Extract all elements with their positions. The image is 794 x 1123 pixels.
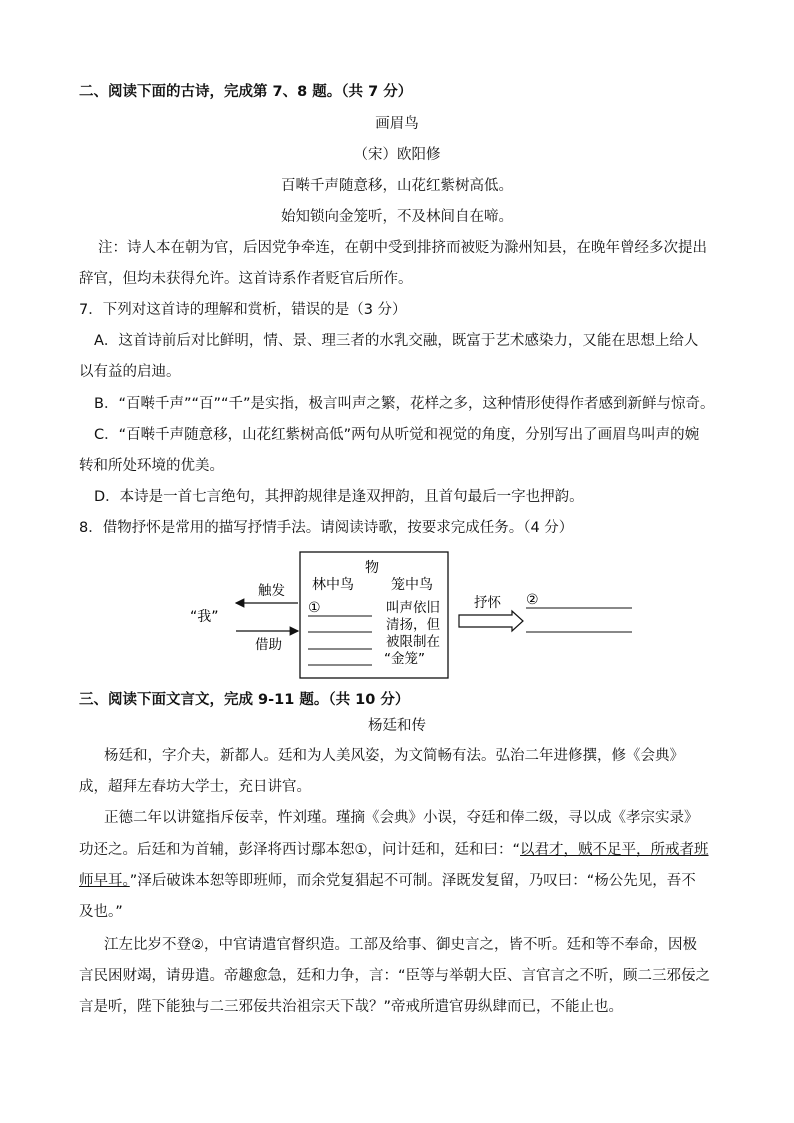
- diagram-trigger-label: 触发: [258, 583, 285, 599]
- diagram-box-title: 物: [365, 560, 379, 576]
- diagram-right-header: 笼中鸟: [391, 577, 433, 593]
- diagram-blank1-mark: ①: [308, 600, 321, 616]
- p2-line-3-plain: ”泽后破诛本恕等即班师，而余党复猖起不可制。泽既发复留，乃叹曰：“杨公先见，吾不: [129, 873, 696, 889]
- p3-line-2: 言民困财竭，请毋遣。帝趣愈急，廷和力争，言：“臣等与举朝大臣、言官言之不听，顾二三邪佞之: [79, 968, 711, 984]
- section3-title: 杨廷和传: [368, 718, 426, 734]
- q7-option-c-line2: 转和所处环境的优美。: [79, 458, 224, 474]
- diagram-cage-text-1: 叫声依旧: [386, 600, 440, 616]
- note-line-2: 辞官，但均未获得允许。这首诗系作者贬官后所作。: [79, 271, 413, 287]
- q8-stem: 8．借物抒怀是常用的描写抒情手法。请阅读诗歌，按要求完成任务。（4 分）: [79, 520, 574, 536]
- p1-line-1: 杨廷和，字介夫，新都人。廷和为人美风姿，为文简畅有法。弘治二年进修撰，修《会典》: [104, 748, 684, 764]
- diagram-express-arrow: [459, 611, 523, 631]
- poem-title: 画眉鸟: [375, 116, 419, 132]
- diagram-me: “我”: [190, 609, 219, 625]
- q7-option-a-line1: A．这首诗前后对比鲜明，情、景、理三者的水乳交融，既富于艺术感染力，又能在思想上给人: [94, 333, 699, 349]
- q7-stem: 7．下列对这首诗的理解和赏析，错误的是（3 分）: [79, 302, 407, 318]
- p2-underlined-sentence-part2: 师早耳。: [79, 873, 130, 889]
- diagram-cage-text-4: “金笼”: [384, 651, 425, 667]
- q7-option-d: D．本诗是一首七言绝句，其押韵规律是逢双押韵，且首句最后一字也押韵。: [94, 489, 584, 505]
- p2-line-2-plain: 功还之。后廷和为首辅，彭泽将西讨鄢本恕①，问计廷和，廷和曰：“: [79, 842, 521, 858]
- p3-line-1: 江左比岁不登②，中官请遣官督织造。工部及给事、御史言之，皆不听。廷和等不奉命，因极: [104, 937, 697, 953]
- p2-line-2: [79, 840, 709, 860]
- diagram-left-header: 林中鸟: [312, 577, 354, 593]
- diagram-blank2-mark: ②: [526, 592, 539, 608]
- p2-line-4: 及也。”: [79, 904, 123, 920]
- diagram-express-label: 抒怀: [474, 595, 501, 611]
- poem-line-2: 始知锁向金笼听，不及林间自在啼。: [281, 209, 513, 225]
- p3-line-3: 言是听，陛下能独与二三邪佞共治祖宗天下哉？”帝戒所遣官毋纵肆而已，不能止也。: [79, 999, 624, 1015]
- p2-line-3: [79, 871, 696, 891]
- p2-underlined-sentence-part1: 以君才，贼不足平，所戒者班: [520, 842, 709, 858]
- poem-author: （宋）欧阳修: [353, 147, 441, 163]
- q7-option-b: B．“百啭千声”“百”“千”是实指，极言叫声之繁，花样之多，这种情形使得作者感到新鲜与惊奇。: [94, 396, 715, 412]
- diagram-cage-text-2: 清扬，但: [386, 617, 440, 633]
- note-line-1: 注：诗人本在朝为官，后因党争牵连，在朝中受到排挤而被贬为滁州知县，在晚年曾经多次提出: [98, 240, 707, 256]
- poem-line-1: 百啭千声随意移，山花红紫树高低。: [281, 178, 513, 194]
- section2-heading: 二、阅读下面的古诗，完成第 7、8 题。（共 7 分）: [79, 84, 413, 100]
- section3-heading: 三、阅读下面文言文，完成 9-11 题。（共 10 分）: [79, 692, 410, 708]
- p1-line-2: 成，超拜左春坊大学士，充日讲官。: [79, 779, 311, 795]
- q7-option-a-line2: 以有益的启迪。: [79, 364, 181, 380]
- diagram-borrow-label: 借助: [255, 637, 282, 653]
- q7-option-c-line1: C．“百啭千声随意移，山花红紫树高低”两句从听觉和视觉的角度，分别写出了画眉鸟叫声的婉: [94, 427, 700, 443]
- q8-diagram: [0, 545, 794, 685]
- diagram-cage-text-3: 被限制在: [386, 634, 440, 650]
- p2-line-1: 正德二年以讲筵指斥佞幸，忤刘瑾。瑾摘《会典》小误，夺廷和俸二级，寻以成《孝宗实录》: [104, 810, 699, 826]
